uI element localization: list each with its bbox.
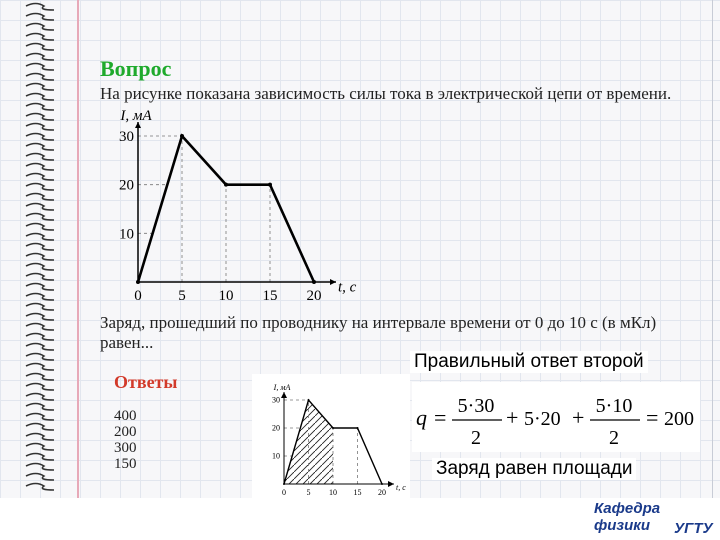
spiral-coil (26, 44, 54, 51)
spiral-coil (26, 254, 54, 261)
x-tick-label: 15 (262, 288, 278, 304)
spiral-coil (26, 294, 54, 301)
y-tick-label: 20 (119, 177, 134, 194)
footer-department: Кафедра физики (594, 500, 661, 534)
spiral-coil (26, 264, 54, 271)
question-text: На рисунке показана зависимость силы тока в электрической цепи от времени. (100, 84, 672, 103)
spiral-coil (26, 404, 54, 411)
spiral-coil (26, 234, 54, 241)
spiral-coil (26, 414, 54, 421)
spiral-coil (26, 304, 54, 311)
area-note: Заряд равен площади (432, 458, 636, 480)
data-point (308, 399, 310, 401)
spiral-coil (26, 54, 54, 61)
svg-text:+: + (506, 405, 519, 430)
x-tick-label: 0 (282, 488, 286, 497)
y-tick-label: 20 (272, 423, 280, 433)
spiral-coil (26, 214, 54, 221)
formula-term1-num: 5·30 (457, 395, 495, 417)
margin-line (77, 0, 79, 498)
data-point (283, 483, 285, 485)
x-tick-label: 20 (378, 488, 386, 497)
spiral-coil (26, 274, 54, 281)
spiral-coil (26, 124, 54, 131)
formula-result: 200 (664, 408, 694, 430)
x-axis-arrow (330, 279, 336, 285)
formula-term3-num: 5·10 (595, 395, 633, 417)
x-tick-label: 15 (353, 488, 362, 497)
svg-text:=: = (434, 405, 447, 430)
spiral-coil (26, 334, 54, 341)
data-point (381, 483, 383, 485)
footer-university: УГТУ (674, 520, 713, 537)
spiral-coil (26, 424, 54, 431)
question-title: Вопрос (100, 56, 172, 81)
spiral-coil (26, 164, 54, 171)
data-point (357, 427, 359, 429)
data-point (224, 183, 228, 187)
formula-term2: 5·20 (524, 408, 561, 430)
y-axis-label: I, мА (120, 108, 152, 124)
svg-text:=: = (646, 405, 659, 430)
spiral-coil (26, 374, 54, 381)
spiral-coil (26, 354, 54, 361)
spiral-coil (26, 284, 54, 291)
spiral-coil (26, 104, 54, 111)
y-tick-label: 10 (272, 451, 280, 461)
spiral-coil (26, 474, 54, 481)
spiral-coil (26, 64, 54, 71)
spiral-coil (26, 94, 54, 101)
answer-option-1[interactable]: 400 (114, 408, 137, 424)
spiral-coil (26, 24, 54, 31)
x-tick-label: 5 (178, 288, 186, 304)
spiral-coil (26, 454, 54, 461)
data-point (312, 280, 316, 284)
shaded-area-chart (252, 374, 410, 498)
spiral-coil (26, 34, 54, 41)
data-point (332, 427, 334, 429)
spiral-coil (26, 344, 54, 351)
spiral-binding (22, 0, 56, 498)
spiral-coil (26, 184, 54, 191)
spiral-coil (26, 434, 54, 441)
spiral-coil (26, 114, 54, 121)
y-tick-label: 30 (119, 129, 134, 145)
spiral-coil (26, 4, 54, 11)
spiral-coil (26, 464, 54, 471)
spiral-coil (26, 154, 54, 161)
spiral-coil (26, 74, 54, 81)
answer-option-4[interactable]: 150 (114, 456, 137, 472)
spiral-coil (26, 144, 54, 151)
x-axis-label: t, с (338, 279, 357, 296)
formula-term3-den: 2 (609, 427, 619, 449)
page-edge (712, 0, 713, 498)
x-tick-label: 10 (218, 288, 234, 304)
x-axis-arrow (388, 481, 394, 487)
spiral-coil (26, 444, 54, 451)
y-tick-label: 30 (272, 395, 280, 405)
correct-answer-note: Правильный ответ второй (410, 351, 648, 373)
spiral-coil (26, 364, 54, 371)
answers-title: Ответы (114, 372, 178, 392)
spiral-coil (26, 204, 54, 211)
data-point (180, 134, 184, 138)
y-axis-arrow (281, 392, 287, 398)
answer-option-2[interactable]: 200 (114, 424, 137, 440)
data-point (268, 183, 272, 187)
formula-q: q (416, 405, 427, 430)
spiral-coil (26, 134, 54, 141)
spiral-coil (26, 84, 54, 91)
x-tick-label: 5 (306, 488, 311, 497)
answer-option-3[interactable]: 300 (114, 440, 137, 456)
current-time-chart (96, 96, 396, 312)
spiral-coil (26, 224, 54, 231)
x-tick-label: 20 (306, 288, 322, 304)
formula-term1-den: 2 (471, 427, 481, 449)
y-axis-label: I, мА (273, 383, 291, 392)
x-tick-label: 0 (134, 288, 142, 304)
spiral-coil (26, 324, 54, 331)
data-point (136, 280, 140, 284)
x-tick-label: 10 (329, 488, 337, 497)
question-prompt: Заряд, прошедший по проводнику на интервале времени от 0 до 10 с (в мКл) равен... (100, 313, 657, 352)
y-tick-label: 10 (119, 226, 134, 243)
x-axis-label: t, с (396, 483, 406, 492)
svg-text:+: + (572, 405, 585, 430)
spiral-coil (26, 384, 54, 391)
spiral-coil (26, 244, 54, 251)
spiral-coil (26, 174, 54, 181)
spiral-coil (26, 394, 54, 401)
spiral-coil (26, 314, 54, 321)
charge-formula (412, 382, 700, 452)
spiral-coil (26, 14, 54, 21)
spiral-coil (26, 194, 54, 201)
spiral-coil (26, 484, 54, 491)
